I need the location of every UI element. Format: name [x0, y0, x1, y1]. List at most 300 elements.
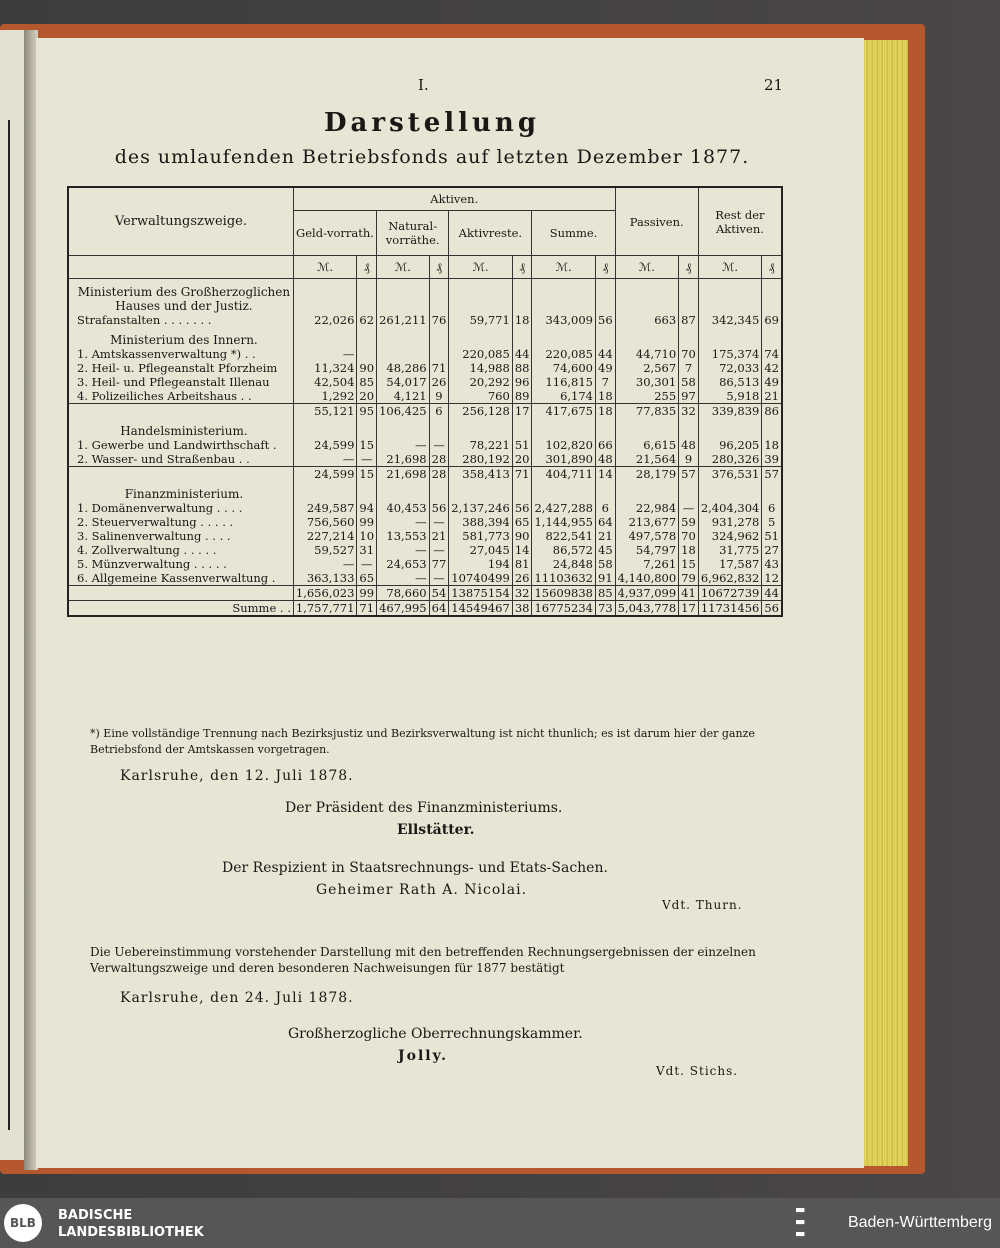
pfennig-cell: 44 — [762, 586, 782, 601]
pfennig-cell: 87 — [679, 313, 699, 327]
mark-cell: 13,553 — [377, 529, 430, 543]
pfennig-cell: 73 — [596, 601, 616, 617]
pfennig-cell: 17 — [512, 404, 532, 419]
pfennig-cell: 44 — [512, 347, 532, 361]
empty-cell — [377, 327, 430, 347]
pfennig-cell: 58 — [679, 375, 699, 389]
pfennig-cell: 49 — [762, 375, 782, 389]
pfennig-cell: 32 — [512, 586, 532, 601]
mark-cell: 44,710 — [615, 347, 679, 361]
pfennig-cell: 20 — [357, 389, 377, 404]
empty-cell — [449, 418, 513, 438]
pfennig-cell: 97 — [679, 389, 699, 404]
mark-cell: 21,564 — [615, 452, 679, 467]
pfennig-cell: 26 — [512, 571, 532, 586]
row-label: 3. Heil- und Pflegeanstalt Illenau — [68, 375, 293, 389]
mark-cell: 54,017 — [377, 375, 430, 389]
empty-cell — [615, 327, 679, 347]
empty-cell — [377, 418, 430, 438]
mark-cell: 417,675 — [532, 404, 596, 419]
pfennig-cell: 88 — [512, 361, 532, 375]
row-label: 5. Münzverwaltung . . . . . — [68, 557, 293, 571]
row-label: 2. Wasser- und Straßenbau . . — [68, 452, 293, 467]
pfennig-cell: 12 — [762, 571, 782, 586]
signature-3-title: Großherzogliche Oberrechnungskammer. — [288, 1026, 583, 1042]
mark-cell: — — [377, 543, 430, 557]
pfennig-cell: 89 — [512, 389, 532, 404]
mark-cell: 48,286 — [377, 361, 430, 375]
pfennig-cell: 38 — [512, 601, 532, 617]
table-row — [68, 361, 782, 375]
table-row — [68, 313, 782, 327]
empty-cell — [449, 327, 513, 347]
mark-cell: — — [377, 438, 430, 452]
mark-cell: 2,404,304 — [698, 501, 762, 515]
mark-cell: 342,345 — [698, 313, 762, 327]
signature-1-title: Der Präsident des Finanzministeriums. — [285, 800, 563, 816]
empty-cell — [512, 418, 532, 438]
col-aktivreste: Aktivreste. — [449, 211, 532, 256]
row-label: 1. Amtskassenverwaltung *) . . — [68, 347, 293, 361]
row-label: 2. Heil- u. Pflegeanstalt Pforzheim — [68, 361, 293, 375]
mark-cell: 4,937,099 — [615, 586, 679, 601]
place-date-2: Karlsruhe, den 24. Juli 1878. — [120, 990, 354, 1006]
pfennig-cell: 15 — [357, 438, 377, 452]
empty-cell — [596, 418, 616, 438]
mark-cell: 324,962 — [698, 529, 762, 543]
pfennig-cell: 17 — [679, 601, 699, 617]
table-row — [68, 347, 782, 361]
empty-cell — [762, 418, 782, 438]
mark-cell: 220,085 — [532, 347, 596, 361]
table-section-row — [68, 279, 782, 314]
mark-cell: 59,527 — [293, 543, 357, 557]
mark-cell: — — [377, 515, 430, 529]
mark-cell: 6,615 — [615, 438, 679, 452]
mark-cell: 280,326 — [698, 452, 762, 467]
unit-pfennig: ₰ — [429, 256, 449, 279]
pfennig-cell: 21 — [596, 529, 616, 543]
mark-cell: 106,425 — [377, 404, 430, 419]
empty-cell — [429, 279, 449, 314]
pfennig-cell: — — [679, 501, 699, 515]
empty-cell — [762, 327, 782, 347]
pfennig-cell: 59 — [679, 515, 699, 529]
mark-cell: 756,560 — [293, 515, 357, 529]
row-label: 1. Gewerbe und Landwirthschaft . — [68, 438, 293, 452]
pfennig-cell: 90 — [512, 529, 532, 543]
mark-cell: 11731456 — [698, 601, 762, 617]
mark-cell: 14,988 — [449, 361, 513, 375]
mark-cell: 86,513 — [698, 375, 762, 389]
page-title: Darstellung — [323, 108, 541, 138]
page-edges — [864, 40, 908, 1166]
pfennig-cell — [357, 347, 377, 361]
empty-cell — [615, 481, 679, 501]
pfennig-cell: 71 — [429, 361, 449, 375]
mark-cell: 54,797 — [615, 543, 679, 557]
table-row — [68, 389, 782, 404]
empty-cell — [512, 327, 532, 347]
empty-cell — [532, 481, 596, 501]
pfennig-cell: 48 — [596, 452, 616, 467]
place-date-1: Karlsruhe, den 12. Juli 1878. — [120, 768, 354, 784]
pfennig-cell: 7 — [596, 375, 616, 389]
mark-cell: 1,144,955 — [532, 515, 596, 529]
row-label: Strafanstalten . . . . . . . — [68, 313, 293, 327]
mark-cell: 376,531 — [698, 467, 762, 482]
pfennig-cell: — — [429, 438, 449, 452]
pfennig-cell: — — [429, 571, 449, 586]
signature-2-title: Der Respizient in Staatsrechnungs- und Etats-Sachen. — [222, 860, 608, 876]
unit-mark: ℳ. — [698, 256, 762, 279]
unit-mark: ℳ. — [293, 256, 357, 279]
empty-cell — [762, 481, 782, 501]
row-label — [68, 467, 293, 482]
pfennig-cell: 21 — [762, 389, 782, 404]
pfennig-cell: 20 — [512, 452, 532, 467]
mark-cell: 40,453 — [377, 501, 430, 515]
mark-cell: — — [377, 571, 430, 586]
pfennig-cell: 99 — [357, 586, 377, 601]
pfennig-cell: — — [429, 515, 449, 529]
section-label: Ministerium des Innern. — [68, 327, 293, 347]
mark-cell: 194 — [449, 557, 513, 571]
empty-cell — [532, 279, 596, 314]
mark-cell: 10740499 — [449, 571, 513, 586]
row-label: 1. Domänenverwaltung . . . . — [68, 501, 293, 515]
empty-cell — [377, 481, 430, 501]
col-branch: Verwaltungszweige. — [68, 187, 293, 256]
pfennig-cell: 18 — [512, 313, 532, 327]
pfennig-cell: 69 — [762, 313, 782, 327]
mark-cell — [377, 347, 430, 361]
empty-cell — [357, 481, 377, 501]
mark-cell: 78,221 — [449, 438, 513, 452]
empty-cell — [377, 279, 430, 314]
empty-cell — [449, 481, 513, 501]
pfennig-cell: 99 — [357, 515, 377, 529]
pfennig-cell: — — [429, 543, 449, 557]
mark-cell: 96,205 — [698, 438, 762, 452]
unit-pfennig: ₰ — [762, 256, 782, 279]
mark-cell: 301,890 — [532, 452, 596, 467]
empty-cell — [429, 418, 449, 438]
pfennig-cell: 56 — [429, 501, 449, 515]
mark-cell: 339,839 — [698, 404, 762, 419]
col-rest: Rest der Aktiven. — [698, 187, 782, 256]
table-row — [68, 438, 782, 452]
pfennig-cell: 76 — [429, 313, 449, 327]
empty-cell — [429, 481, 449, 501]
pfennig-cell: 51 — [512, 438, 532, 452]
empty-cell — [532, 327, 596, 347]
pfennig-cell: 77 — [429, 557, 449, 571]
section-label: Handelsministerium. — [68, 418, 293, 438]
empty-cell — [679, 327, 699, 347]
mark-cell: 6,962,832 — [698, 571, 762, 586]
mark-cell: 28,179 — [615, 467, 679, 482]
blb-logo[interactable]: BLB — [4, 1204, 42, 1242]
pfennig-cell: 7 — [679, 361, 699, 375]
table-row — [68, 375, 782, 389]
confirmation-text: Die Uebereinstimmung vorstehender Darstellung mit den betreffenden Rechnungsergebnissen der einzelnen Verwaltungszweige und deren besonderen Nachweisungen für 1877 bestätigt — [90, 945, 756, 975]
empty-cell — [679, 418, 699, 438]
mark-cell: 20,292 — [449, 375, 513, 389]
mark-cell: 404,711 — [532, 467, 596, 482]
pfennig-cell: 28 — [429, 452, 449, 467]
pfennig-cell: 85 — [357, 375, 377, 389]
row-label: Summe . . — [68, 601, 293, 617]
mark-cell: 760 — [449, 389, 513, 404]
mark-cell: 4,121 — [377, 389, 430, 404]
unit-mark: ℳ. — [449, 256, 513, 279]
mark-cell: 24,599 — [293, 467, 357, 482]
mark-cell: 15609838 — [532, 586, 596, 601]
pfennig-cell: 28 — [429, 467, 449, 482]
mark-cell: 581,773 — [449, 529, 513, 543]
mark-cell: 256,128 — [449, 404, 513, 419]
unit-mark: ℳ. — [377, 256, 430, 279]
row-label: 4. Zollverwaltung . . . . . — [68, 543, 293, 557]
mark-cell: 16775234 — [532, 601, 596, 617]
pfennig-cell: 86 — [762, 404, 782, 419]
mark-cell: 24,599 — [293, 438, 357, 452]
mark-cell: 4,140,800 — [615, 571, 679, 586]
mark-cell: 72,033 — [698, 361, 762, 375]
empty-cell — [596, 279, 616, 314]
pfennig-cell: 96 — [512, 375, 532, 389]
empty-cell — [615, 418, 679, 438]
section-label: Ministerium des Großherzoglichen Hauses und der Justiz. — [68, 279, 293, 314]
pfennig-cell: 79 — [679, 571, 699, 586]
fund-table — [67, 186, 783, 617]
mark-cell: 2,567 — [615, 361, 679, 375]
pfennig-cell: 51 — [762, 529, 782, 543]
pfennig-cell: 85 — [596, 586, 616, 601]
mark-cell: 1,757,771 — [293, 601, 357, 617]
mark-cell: 227,214 — [293, 529, 357, 543]
pfennig-cell: 41 — [679, 586, 699, 601]
unit-blank — [68, 256, 293, 279]
mark-cell: 2,137,246 — [449, 501, 513, 515]
pfennig-cell: — — [357, 557, 377, 571]
mark-cell: 822,541 — [532, 529, 596, 543]
mark-cell: 2,427,288 — [532, 501, 596, 515]
pfennig-cell: 70 — [679, 529, 699, 543]
pfennig-cell: 18 — [679, 543, 699, 557]
empty-cell — [679, 481, 699, 501]
table-row — [68, 543, 782, 557]
empty-cell — [293, 279, 357, 314]
pfennig-cell: 27 — [762, 543, 782, 557]
pfennig-cell: 91 — [596, 571, 616, 586]
pfennig-cell: 70 — [679, 347, 699, 361]
table-section-row — [68, 327, 782, 347]
col-aktiven: Aktiven. — [293, 187, 615, 211]
page-subtitle: des umlaufenden Betriebsfonds auf letzten Dezember 1877. — [114, 146, 750, 168]
pfennig-cell: 64 — [596, 515, 616, 529]
empty-cell — [293, 327, 357, 347]
pfennig-cell: 95 — [357, 404, 377, 419]
mark-cell: 6,174 — [532, 389, 596, 404]
empty-cell — [357, 279, 377, 314]
pfennig-cell: 64 — [429, 601, 449, 617]
table-sum-row — [68, 601, 782, 617]
mark-cell: 21,698 — [377, 452, 430, 467]
mark-cell: 11,324 — [293, 361, 357, 375]
mark-cell: 1,292 — [293, 389, 357, 404]
pfennig-cell: 49 — [596, 361, 616, 375]
pfennig-cell: 62 — [357, 313, 377, 327]
pfennig-cell: 6 — [596, 501, 616, 515]
state-name[interactable]: Baden-Württemberg — [847, 1214, 992, 1231]
mark-cell: 5,918 — [698, 389, 762, 404]
pfennig-cell: 18 — [762, 438, 782, 452]
mark-cell: 255 — [615, 389, 679, 404]
pfennig-cell: 6 — [429, 404, 449, 419]
mark-cell: 17,587 — [698, 557, 762, 571]
empty-cell — [429, 327, 449, 347]
mark-cell: 24,848 — [532, 557, 596, 571]
signature-1-name: Ellstätter. — [397, 822, 475, 838]
mark-cell: 24,653 — [377, 557, 430, 571]
mark-cell: 13875154 — [449, 586, 513, 601]
mark-cell: 74,600 — [532, 361, 596, 375]
pfennig-cell: 14 — [512, 543, 532, 557]
unit-row — [68, 256, 782, 279]
pfennig-cell: 42 — [762, 361, 782, 375]
pfennig-cell: 58 — [596, 557, 616, 571]
mark-cell: — — [293, 452, 357, 467]
empty-cell — [698, 481, 762, 501]
empty-cell — [512, 279, 532, 314]
mark-cell: 388,394 — [449, 515, 513, 529]
pfennig-cell: 48 — [679, 438, 699, 452]
pfennig-cell: — — [357, 452, 377, 467]
pfennig-cell: 44 — [596, 347, 616, 361]
mark-cell: 116,815 — [532, 375, 596, 389]
pfennig-cell: 90 — [357, 361, 377, 375]
pfennig-cell: 39 — [762, 452, 782, 467]
col-natural: Natural-vorräthe. — [377, 211, 449, 256]
mark-cell: 7,261 — [615, 557, 679, 571]
mark-cell: 497,578 — [615, 529, 679, 543]
mark-cell: 55,121 — [293, 404, 357, 419]
mark-cell: 30,301 — [615, 375, 679, 389]
signature-2-name: Geheimer Rath A. Nicolai. — [316, 882, 528, 898]
pfennig-cell: 15 — [679, 557, 699, 571]
table-sum-row — [68, 404, 782, 419]
pfennig-cell: 65 — [512, 515, 532, 529]
pfennig-cell: 94 — [357, 501, 377, 515]
row-label: 3. Salinenverwaltung . . . . — [68, 529, 293, 543]
table-row — [68, 452, 782, 467]
unit-pfennig: ₰ — [596, 256, 616, 279]
mark-cell: 175,374 — [698, 347, 762, 361]
pfennig-cell: 81 — [512, 557, 532, 571]
pfennig-cell — [429, 347, 449, 361]
mark-cell: 78,660 — [377, 586, 430, 601]
footnote: *) Eine vollständige Trennung nach Bezirksjustiz und Bezirksverwaltung ist nicht thunlich; es ist darum hier der ganze Betriebsfond der Amtskassen vorgetragen. — [90, 727, 755, 756]
mark-cell: 280,192 — [449, 452, 513, 467]
pfennig-cell: 9 — [429, 389, 449, 404]
table-section-row — [68, 481, 782, 501]
pfennig-cell: 71 — [512, 467, 532, 482]
mark-cell: 1,656,023 — [293, 586, 357, 601]
mark-cell: 86,572 — [532, 543, 596, 557]
mark-cell: 363,133 — [293, 571, 357, 586]
pfennig-cell: 26 — [429, 375, 449, 389]
empty-cell — [449, 279, 513, 314]
mark-cell: 467,995 — [377, 601, 430, 617]
pfennig-cell: 31 — [357, 543, 377, 557]
empty-cell — [698, 279, 762, 314]
pfennig-cell: 65 — [357, 571, 377, 586]
pfennig-cell: 66 — [596, 438, 616, 452]
section-number: I. — [418, 76, 429, 94]
empty-cell — [615, 279, 679, 314]
unit-pfennig: ₰ — [512, 256, 532, 279]
library-name[interactable] — [58, 1207, 204, 1241]
pfennig-cell: 18 — [596, 404, 616, 419]
empty-cell — [512, 481, 532, 501]
table-row — [68, 515, 782, 529]
empty-cell — [596, 327, 616, 347]
col-geld: Geld-vorrath. — [293, 211, 376, 256]
pfennig-cell: 45 — [596, 543, 616, 557]
pfennig-cell: 71 — [357, 601, 377, 617]
pfennig-cell: 14 — [596, 467, 616, 482]
empty-cell — [698, 327, 762, 347]
signature-3-name: Jolly. — [398, 1048, 449, 1064]
mark-cell: 213,677 — [615, 515, 679, 529]
pfennig-cell: 18 — [596, 389, 616, 404]
mark-cell: 5,043,778 — [615, 601, 679, 617]
col-summe: Summe. — [532, 211, 615, 256]
row-label: 2. Steuerverwaltung . . . . . — [68, 515, 293, 529]
empty-cell — [293, 418, 357, 438]
mark-cell: 31,775 — [698, 543, 762, 557]
mark-cell: 22,984 — [615, 501, 679, 515]
pfennig-cell: 56 — [596, 313, 616, 327]
pfennig-cell: 6 — [762, 501, 782, 515]
mark-cell: 663 — [615, 313, 679, 327]
table-sum-row — [68, 467, 782, 482]
row-label — [68, 404, 293, 419]
pfennig-cell: 54 — [429, 586, 449, 601]
mark-cell: 77,835 — [615, 404, 679, 419]
unit-pfennig: ₰ — [679, 256, 699, 279]
empty-cell — [698, 418, 762, 438]
empty-cell — [596, 481, 616, 501]
row-label — [68, 586, 293, 601]
pfennig-cell: 15 — [357, 467, 377, 482]
section-label: Finanzministerium. — [68, 481, 293, 501]
mark-cell: 261,211 — [377, 313, 430, 327]
mark-cell: 220,085 — [449, 347, 513, 361]
unit-mark: ℳ. — [532, 256, 596, 279]
empty-cell — [357, 327, 377, 347]
pfennig-cell: 32 — [679, 404, 699, 419]
mark-cell: 14549467 — [449, 601, 513, 617]
empty-cell — [679, 279, 699, 314]
pfennig-cell: 9 — [679, 452, 699, 467]
library-name-line-2: LANDESBIBLIOTHEK — [58, 1225, 204, 1240]
pfennig-cell: 57 — [679, 467, 699, 482]
table-row — [68, 557, 782, 571]
pfennig-cell: 21 — [429, 529, 449, 543]
